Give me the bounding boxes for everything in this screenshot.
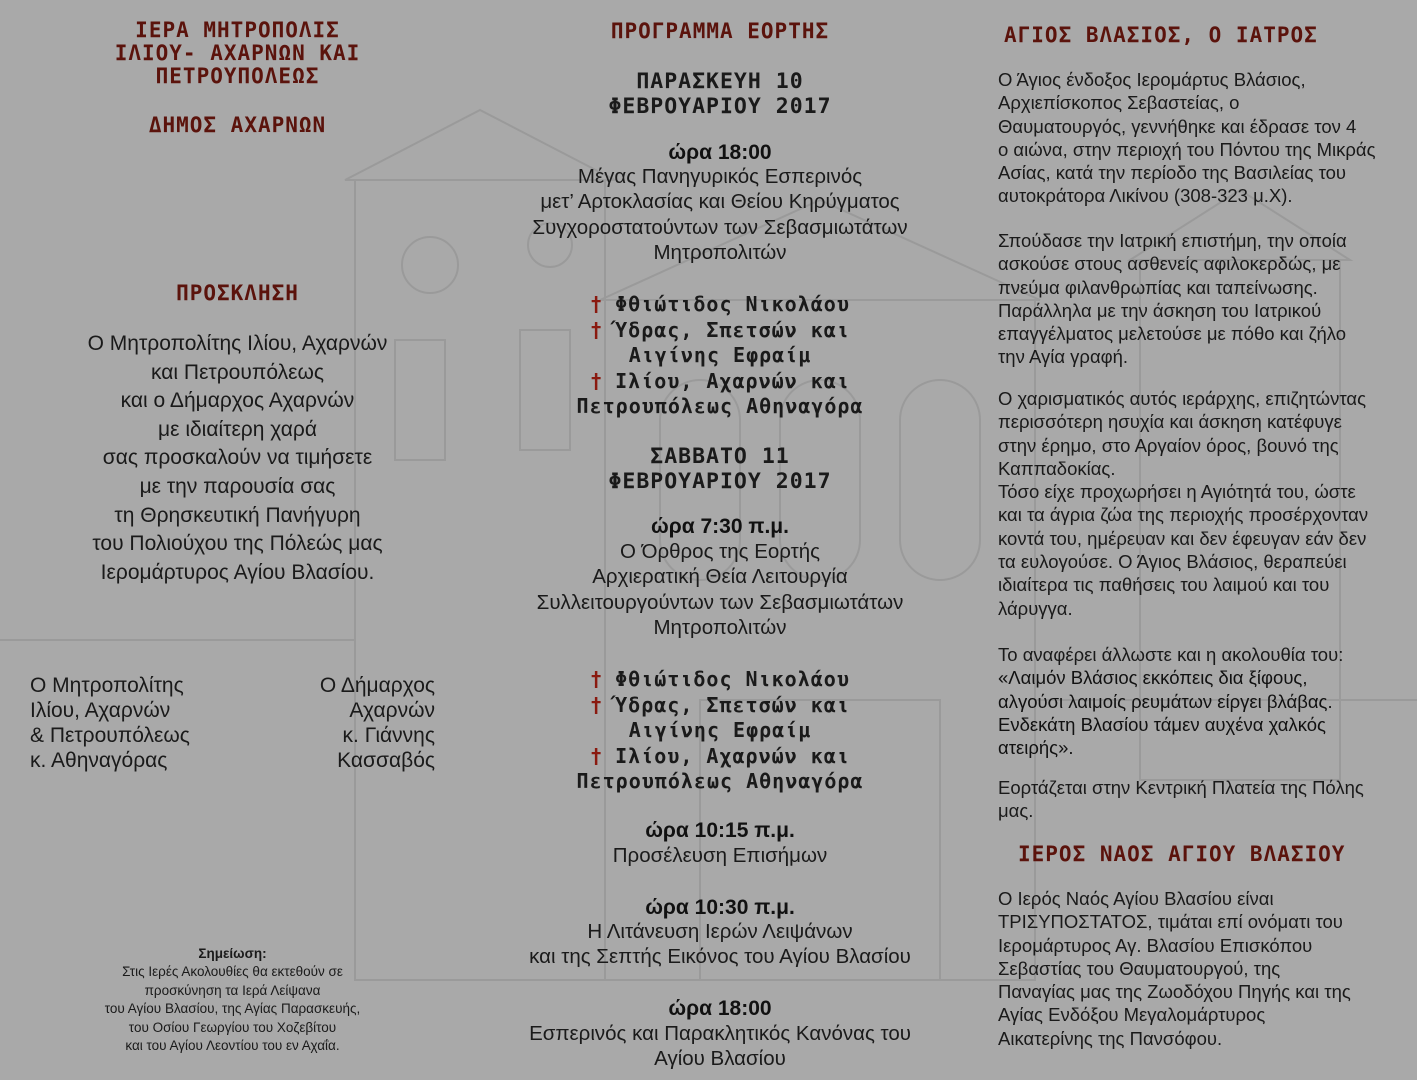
day1-title: ΠΑΡΑΣΚΕΥΗ 10 ΦΕΒΡΟΥΑΡΙΟΥ 2017	[608, 69, 832, 119]
cross-icon: †	[590, 692, 604, 717]
arrival-officials: Προσέλευση Επισήμων	[612, 844, 828, 867]
paragraph-1: Ο Άγιος ένδοξος Ιερομάρτυς Βλάσιος, Αρχιεπίσκοπος Σεβαστείας, ο Θαυματουργός, γεννήθηκε και έδρασε τον 4 ο αιώνα, στην περιοχή του Πόντου της Μικράς Ασίας, κατά την περίοδο της Βασιλείας του αυτοκράτορα Λικίνου (308-323 μ.Χ).	[998, 69, 1376, 207]
time-1030: ώρα 10:30 π.μ.	[645, 896, 795, 919]
procession-text: Η Λιτάνευση Ιερών Λειψάνων και της Σεπτής Εικόνος του Αγίου Βλασίου	[529, 920, 911, 969]
note-block: Σημείωση: Στις Ιερές Ακολουθίες θα εκτεθούν σε προσκύνηση τα Ιερά Λείψανα του Αγίου Βλασίου, της Αγίας Παρασκευής, του Οσίου Γεωργίου του Χοζεβίτου και του Αγίου Λεοντίου του εν Αχαΐα.	[0, 945, 465, 1055]
paragraph-3: Ο χαρισματικός αυτός ιεράρχης, επιζητώντας περισσότερη ησυχία και άσκηση κατέφυγε στην έρημο, στο Αργαίον όρος, βουνό της Καππαδοκίας. Τόσο είχε προχωρήσει η Αγιότητά του, ώστε και τα άγρια ζώα της περιοχής προσέρχονταν κοντά του, ημέρευαν και δεν έφευγαν εάν δεν τα ευλογούσε. Ο Άγιος Βλάσιος, θεραπεύει ιδιαίτερα τις παθήσεις του λαιμού και του λάρυγγα.	[998, 388, 1369, 619]
day2-clergy: † Φθιώτιδος Νικολάου † Ύδρας, Σπετσών και Αιγίνης Εφραίμ † Ιλίου, Αχαρνών και Πετρουπόλεως Αθηναγόρα	[576, 667, 864, 794]
day1-time: ώρα 18:00	[668, 141, 772, 164]
day2-title: ΣΑΒΒΑΤΟ 11 ΦΕΒΡΟΥΑΡΙΟΥ 2017	[608, 444, 832, 494]
vespers-text: Εσπερινός και Παρακλητικός Κανόνας του Αγίου Βλασίου	[529, 1022, 911, 1071]
municipality-heading: ΔΗΜΟΣ ΑΧΑΡΝΩΝ	[148, 113, 327, 137]
paragraph-2: Σπούδασε την Ιατρική επιστήμη, την οποία ασκούσε στους ασθενείς αφιλοκερδώς, με πνεύμα φιλανθρωπίας και ταπείνωσης. Παράλληλα με την άσκηση του Ιατρικού επαγγέλματος μελετούσε με πόθο και ζήλο την Αγία γραφή.	[998, 230, 1347, 368]
cross-icon: †	[590, 368, 604, 393]
day1-clergy: † Φθιώτιδος Νικολάου † Ύδρας, Σπετσών και Αιγίνης Εφραίμ † Ιλίου, Αχαρνών και Πετρουπόλεως Αθηναγόρα	[576, 292, 864, 419]
cross-icon: †	[590, 317, 604, 342]
signature-metropolitan: Ο Μητροπολίτης Ιλίου, Αχαρνών & Πετρουπόλεως κ. Αθηναγόρας	[30, 674, 190, 772]
signature-mayor: Ο Δήμαρχος Αχαρνών κ. Γιάννης Κασσαβός	[319, 674, 435, 772]
invitation-title: ΠΡΟΣΚΛΗΣΗ	[176, 281, 299, 305]
program-title: ΠΡΟΓΡΑΜΜΑ ΕΟΡΤΗΣ	[610, 19, 830, 43]
time-1800-evening: ώρα 18:00	[668, 997, 772, 1020]
invitation-text: Ο Μητροπολίτης Ιλίου, Αχαρνών και Πετρουπόλεως και ο Δήμαρχος Αχαρνών με ιδιαίτερη χαρά σας προσκαλούν να τιμήσετε με την παρουσία σας τη Θρησκευτική Πανήγυρη του Πολιούχου της Πόλεώς μας Ιερομάρτυρος Αγίου Βλασίου.	[87, 332, 388, 584]
day2-time: ώρα 7:30 π.μ.	[651, 515, 789, 538]
metropolis-heading: ΙΕΡΑ ΜΗΤΡΟΠΟΛΙΣ ΙΛΙΟΥ- ΑΧΑΡΝΩΝ ΚΑΙ ΠΕΤΡΟΥΠΟΛΕΩΣ	[114, 18, 361, 88]
time-1015: ώρα 10:15 π.μ.	[645, 819, 795, 842]
day2-description: Ο Όρθρος της Εορτής Αρχιερατική Θεία Λειτουργία Συλλειτουργούντων των Σεβασμιωτάτων Μητροπολιτών	[536, 540, 904, 639]
cross-icon: †	[590, 292, 604, 316]
paragraph-4: Το αναφέρει άλλωστε και η ακολουθία του: «Λαιμόν Βλάσιος εκκόπεις δια ξίφους, αλγούσι λαιμοίς ρευμάτων είργει βλάβας. Ενδεκάτη Βλασίου τάμεν αυχένα χαλκός ατειρής».	[998, 644, 1344, 759]
church-title: ΙΕΡΟΣ ΝΑΟΣ ΑΓΙΟΥ ΒΛΑΣΙΟΥ	[1018, 842, 1346, 866]
note-title: Σημείωση:	[198, 946, 267, 961]
paragraph-5: Εορτάζεται στην Κεντρική Πλατεία της Πόλης μας.	[998, 777, 1364, 822]
saint-title: ΑΓΙΟΣ ΒΛΑΣΙΟΣ, Ο ΙΑΤΡΟΣ	[1004, 23, 1318, 47]
paragraph-6: Ο Ιερός Ναός Αγίου Βλασίου είναι ΤΡΙΣΥΠΟΣΤΑΤΟΣ, τιμάται επί ονόματι του Ιερομάρτυρος Αγ. Βλασίου Επισκόπου Σεβαστίας του Θαυματουργού, της Παναγίας μας της Ζωοδόχου Πηγής και της Αγίας Ενδόξου Μεγαλομάρτυρος Αικατερίνης της Πανσόφου.	[998, 888, 1351, 1049]
day1-description: Μέγας Πανηγυρικός Εσπερινός μετ’ Αρτοκλασίας και Θείου Κηρύγματος Συγχοροστατούντων των Σεβασμιωτάτων Μητροπολιτών	[532, 165, 908, 264]
cross-icon: †	[590, 743, 604, 768]
cross-icon: †	[590, 667, 604, 691]
